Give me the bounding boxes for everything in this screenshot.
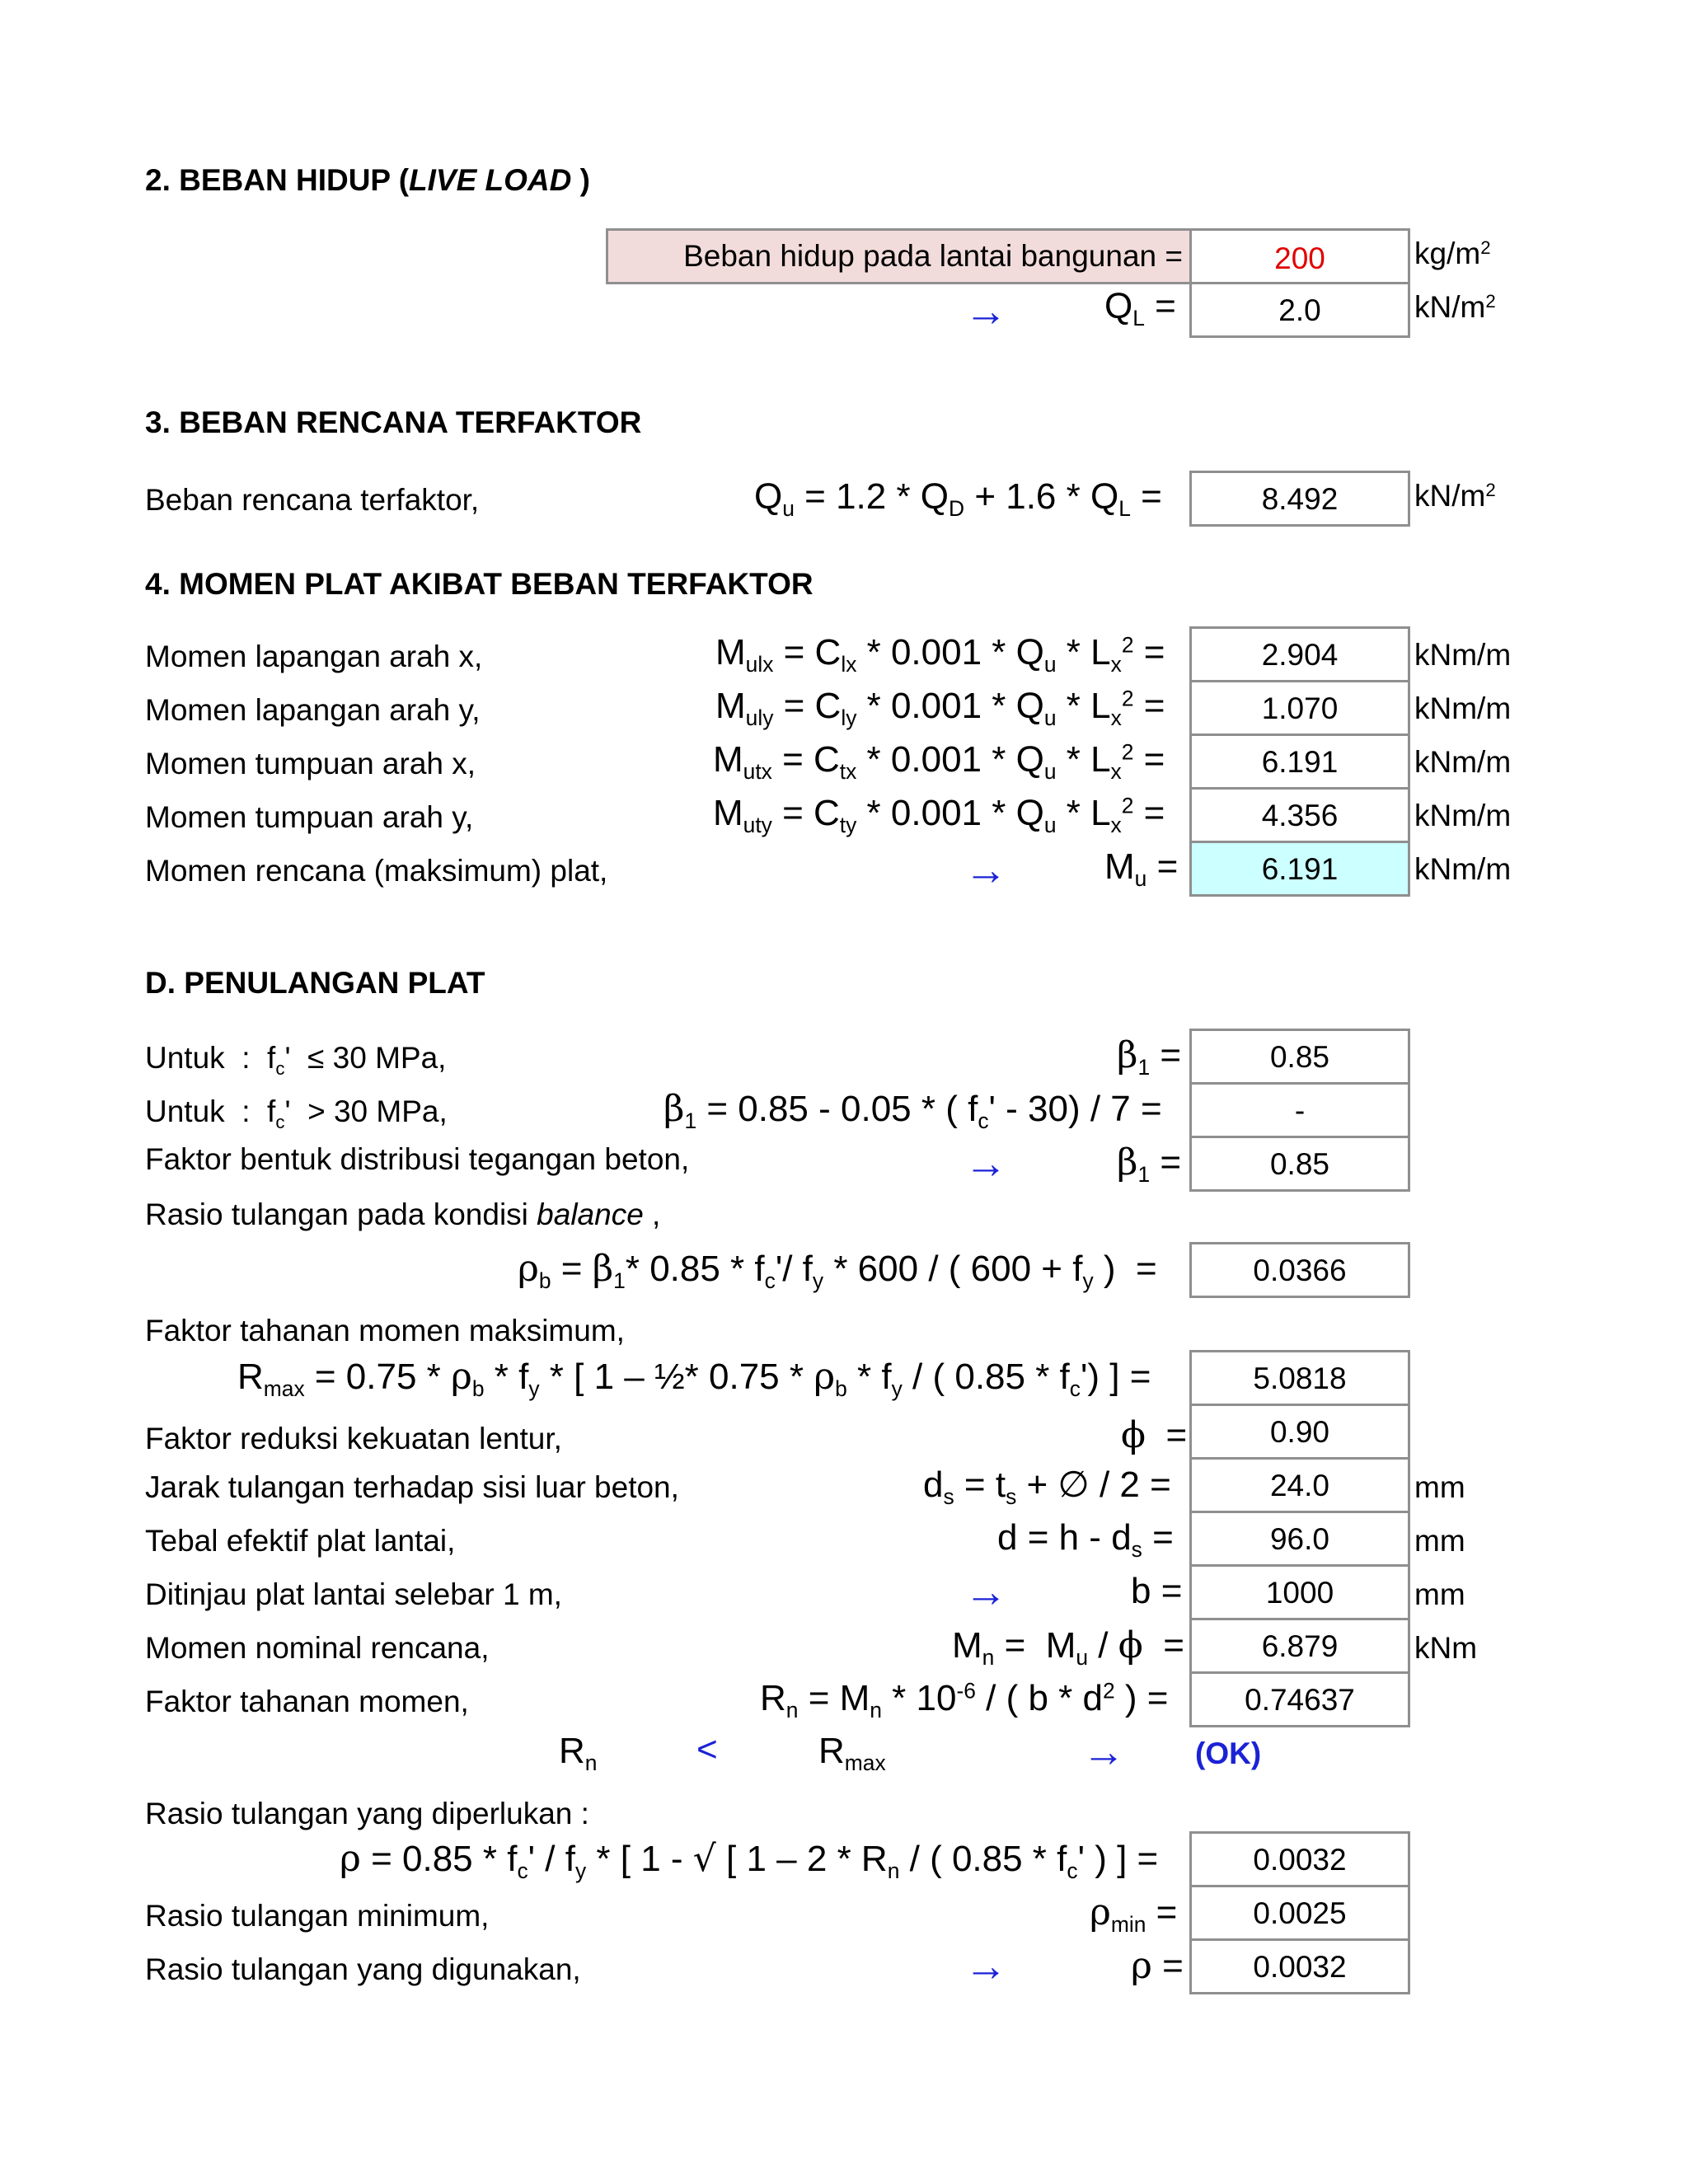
moment-formula: $M_{uty} = C_{ty} * 0.001 * Q_u * L_x^2$ = xyxy=(713,793,1165,838)
rn-value: 0.74637 xyxy=(1245,1683,1355,1717)
phi-label: Faktor reduksi kekuatan lentur, xyxy=(145,1422,562,1455)
ds-unit: mm xyxy=(1414,1470,1465,1504)
ds-value: 24.0 xyxy=(1269,1469,1329,1502)
moment-unit: kNm/m xyxy=(1414,745,1512,779)
phi-formula: ϕ = xyxy=(1121,1414,1188,1456)
section-3-heading: 3. BEBAN RENCANA TERFAKTOR xyxy=(145,405,642,439)
beta1-final-value: 0.85 xyxy=(1269,1147,1329,1181)
heading-text: 2. BEBAN HIDUP ( xyxy=(145,163,410,197)
section-2-heading xyxy=(145,163,590,198)
ql-formula: $Q_L$ = xyxy=(1104,286,1176,331)
b-value: 1000 xyxy=(1265,1576,1334,1610)
rhob-value-cell xyxy=(1189,1242,1410,1298)
beta1-alt-value: - xyxy=(1294,1094,1306,1127)
mn-value: 6.879 xyxy=(1261,1629,1339,1663)
qu-formula: $Q_u = 1.2 * Q_D + 1.6 * Q_L$ = xyxy=(754,476,1162,522)
rhomin-label: Rasio tulangan minimum, xyxy=(145,1899,490,1933)
rmax-value-cell xyxy=(1189,1350,1410,1406)
rn-value-cell xyxy=(1189,1671,1410,1727)
d-label: Tebal efektif plat lantai, xyxy=(145,1524,456,1558)
live-load-input-cell[interactable] xyxy=(1189,228,1410,284)
b-formula: b = xyxy=(1131,1571,1183,1611)
mn-formula: $M_n = M_u / \phi$ = xyxy=(952,1624,1184,1671)
rmax-value: 5.0818 xyxy=(1253,1361,1347,1395)
b-label: Ditinjau plat lantai selebar 1 m, xyxy=(145,1577,562,1611)
qu-value-cell xyxy=(1189,471,1410,527)
stress-block-label: Faktor bentuk distribusi tegangan beton, xyxy=(145,1142,690,1176)
beta1-final-value-cell xyxy=(1189,1136,1410,1192)
beta1-formula: $\beta_1$ = xyxy=(1117,1034,1182,1080)
moment-value: 4.356 xyxy=(1261,799,1339,832)
ok-status: (OK) xyxy=(1195,1736,1262,1770)
mu-value: 6.191 xyxy=(1261,852,1339,886)
ql-value-cell xyxy=(1189,282,1410,338)
moment-value: 2.904 xyxy=(1261,638,1339,672)
moment-formula: $M_{utx} = C_{tx} * 0.001 * Q_u * L_x^2$ = xyxy=(713,739,1165,785)
moment-unit: kNm/m xyxy=(1414,799,1512,832)
beta1-value-cell xyxy=(1189,1029,1410,1085)
qu-unit: $kN/m^2$ xyxy=(1414,479,1496,513)
b-value-cell xyxy=(1189,1564,1410,1620)
moment-value: 1.070 xyxy=(1261,691,1339,725)
rmax-compare-label: $R_{max}$ xyxy=(818,1731,886,1776)
d-unit: mm xyxy=(1414,1524,1465,1558)
right-arrow-icon: → xyxy=(964,1943,1007,1990)
d-formula: $d = h - d_s$ = xyxy=(997,1517,1174,1563)
rn-label: Faktor tahanan momen, xyxy=(145,1685,469,1718)
ql-unit: $kN/m^2$ xyxy=(1414,290,1496,324)
section-d-heading: D. PENULANGAN PLAT xyxy=(145,966,485,1000)
d-value-cell xyxy=(1189,1511,1410,1567)
live-load-label-cell xyxy=(606,228,1192,284)
live-load-label: Beban hidup pada lantai bangunan = xyxy=(683,239,1183,273)
moment-value-cell xyxy=(1189,787,1410,843)
moment-row-label: Momen tumpuan arah y, xyxy=(145,800,474,834)
factored-load-label: Beban rencana terfaktor, xyxy=(145,483,480,517)
mu-value-cell xyxy=(1189,841,1410,897)
rmax-label: Faktor tahanan momen maksimum, xyxy=(145,1314,625,1347)
moment-row-label: Momen lapangan arah x, xyxy=(145,640,483,673)
moment-row-label: Momen tumpuan arah x, xyxy=(145,747,476,780)
moment-value-cell xyxy=(1189,733,1410,790)
rho-used-label: Rasio tulangan yang digunakan, xyxy=(145,1952,581,1986)
rho-used-value-cell xyxy=(1189,1938,1410,1994)
rho-formula: $\rho = 0.85 * f_c' / f_y$ * [ 1 - √ [ $1 - 2 * R_n$ / ( $0.85 * f_c'$ ) ] = xyxy=(340,1838,1159,1884)
rhob-value: 0.0366 xyxy=(1253,1254,1347,1287)
ds-value-cell xyxy=(1189,1457,1410,1513)
heading-text-end: ) xyxy=(571,163,590,197)
beta1-value: 0.85 xyxy=(1269,1040,1329,1074)
mu-unit: kNm/m xyxy=(1414,852,1512,886)
ds-formula: $d_s = t_s$ + ∅ / 2 = xyxy=(923,1464,1171,1510)
live-load-value[interactable]: 200 xyxy=(1274,241,1325,275)
untuk-2-label: Untuk : $f_c' > 30$ MPa, xyxy=(145,1094,448,1132)
less-than-sign: < xyxy=(696,1729,718,1769)
qu-value: 8.492 xyxy=(1261,482,1339,516)
rho-value-cell xyxy=(1189,1831,1410,1887)
moment-unit: kNm/m xyxy=(1414,691,1512,725)
right-arrow-icon: → xyxy=(964,1568,1007,1616)
rhomin-value: 0.0025 xyxy=(1253,1896,1347,1930)
rhob-formula: $\rho_b = \beta_1*$ $0.85 * f_c'/$ $f_y * 600$ / ( $600 + f_y$ ) = xyxy=(518,1248,1157,1294)
mn-value-cell xyxy=(1189,1618,1410,1674)
moment-unit: kNm/m xyxy=(1414,638,1512,672)
ql-value: 2.0 xyxy=(1278,293,1321,327)
live-load-unit: $kg/m^2$ xyxy=(1414,237,1491,270)
beta1-final-formula: $\beta_1$ = xyxy=(1117,1141,1182,1188)
right-arrow-icon: → xyxy=(964,288,1007,335)
rmax-formula: $R_{max} = 0.75 * \rho_b * f_y$ * [ 1 – ½* $0.75 * \rho_b * f_y$ / ( $0.85 * f_c'$) ] = xyxy=(237,1356,1151,1402)
moment-formula: $M_{ulx} = C_{lx} * 0.001 * Q_u * L_x^2$ = xyxy=(715,632,1165,677)
right-arrow-icon: → xyxy=(1082,1728,1125,1776)
rho-used-formula: ρ = xyxy=(1131,1945,1184,1987)
moment-row-label: Momen lapangan arah y, xyxy=(145,693,481,727)
moment-value: 6.191 xyxy=(1261,745,1339,779)
moment-value-cell xyxy=(1189,680,1410,736)
mu-formula: $M_u$ = xyxy=(1104,846,1179,892)
b-unit: mm xyxy=(1414,1577,1465,1611)
rho-required-label: Rasio tulangan yang diperlukan : xyxy=(145,1797,589,1830)
right-arrow-icon: → xyxy=(964,846,1007,894)
d-value: 96.0 xyxy=(1269,1522,1329,1556)
untuk-1-label: Untuk : $f_c' \le 30$ MPa, xyxy=(145,1041,447,1079)
section-4-heading: 4. MOMEN PLAT AKIBAT BEBAN TERFAKTOR xyxy=(145,567,814,601)
phi-value-cell xyxy=(1189,1404,1410,1460)
rn-compare-label: $R_n$ xyxy=(559,1731,598,1776)
rho-value: 0.0032 xyxy=(1253,1843,1347,1877)
rhomin-formula: $\rho_{min}$ = xyxy=(1090,1891,1178,1938)
mn-unit: kNm xyxy=(1414,1631,1478,1665)
heading-italic: LIVE LOAD xyxy=(409,163,572,197)
moment-formula: $M_{uly} = C_{ly} * 0.001 * Q_u * L_x^2$ = xyxy=(715,686,1165,731)
rho-used-value: 0.0032 xyxy=(1253,1950,1347,1984)
moment-value-cell xyxy=(1189,626,1410,682)
phi-value: 0.90 xyxy=(1269,1415,1329,1449)
rhomin-value-cell xyxy=(1189,1885,1410,1941)
beta1-alt-formula: $\beta_1 = 0.85 - 0.05$ * ( $f_c' - 30) / 7$ = xyxy=(663,1088,1162,1134)
ds-label: Jarak tulangan terhadap sisi luar beton, xyxy=(145,1470,679,1504)
right-arrow-icon: → xyxy=(964,1140,1007,1188)
mu-label: Momen rencana (maksimum) plat, xyxy=(145,854,608,888)
balance-ratio-label: Rasio tulangan pada kondisi balance , xyxy=(145,1197,661,1231)
rn-formula: $R_n = M_n * 10^{-6}$ / ( b * $d^2$ ) = xyxy=(760,1678,1169,1723)
beta1-alt-value-cell xyxy=(1189,1082,1410,1138)
mn-label: Momen nominal rencana, xyxy=(145,1631,490,1665)
